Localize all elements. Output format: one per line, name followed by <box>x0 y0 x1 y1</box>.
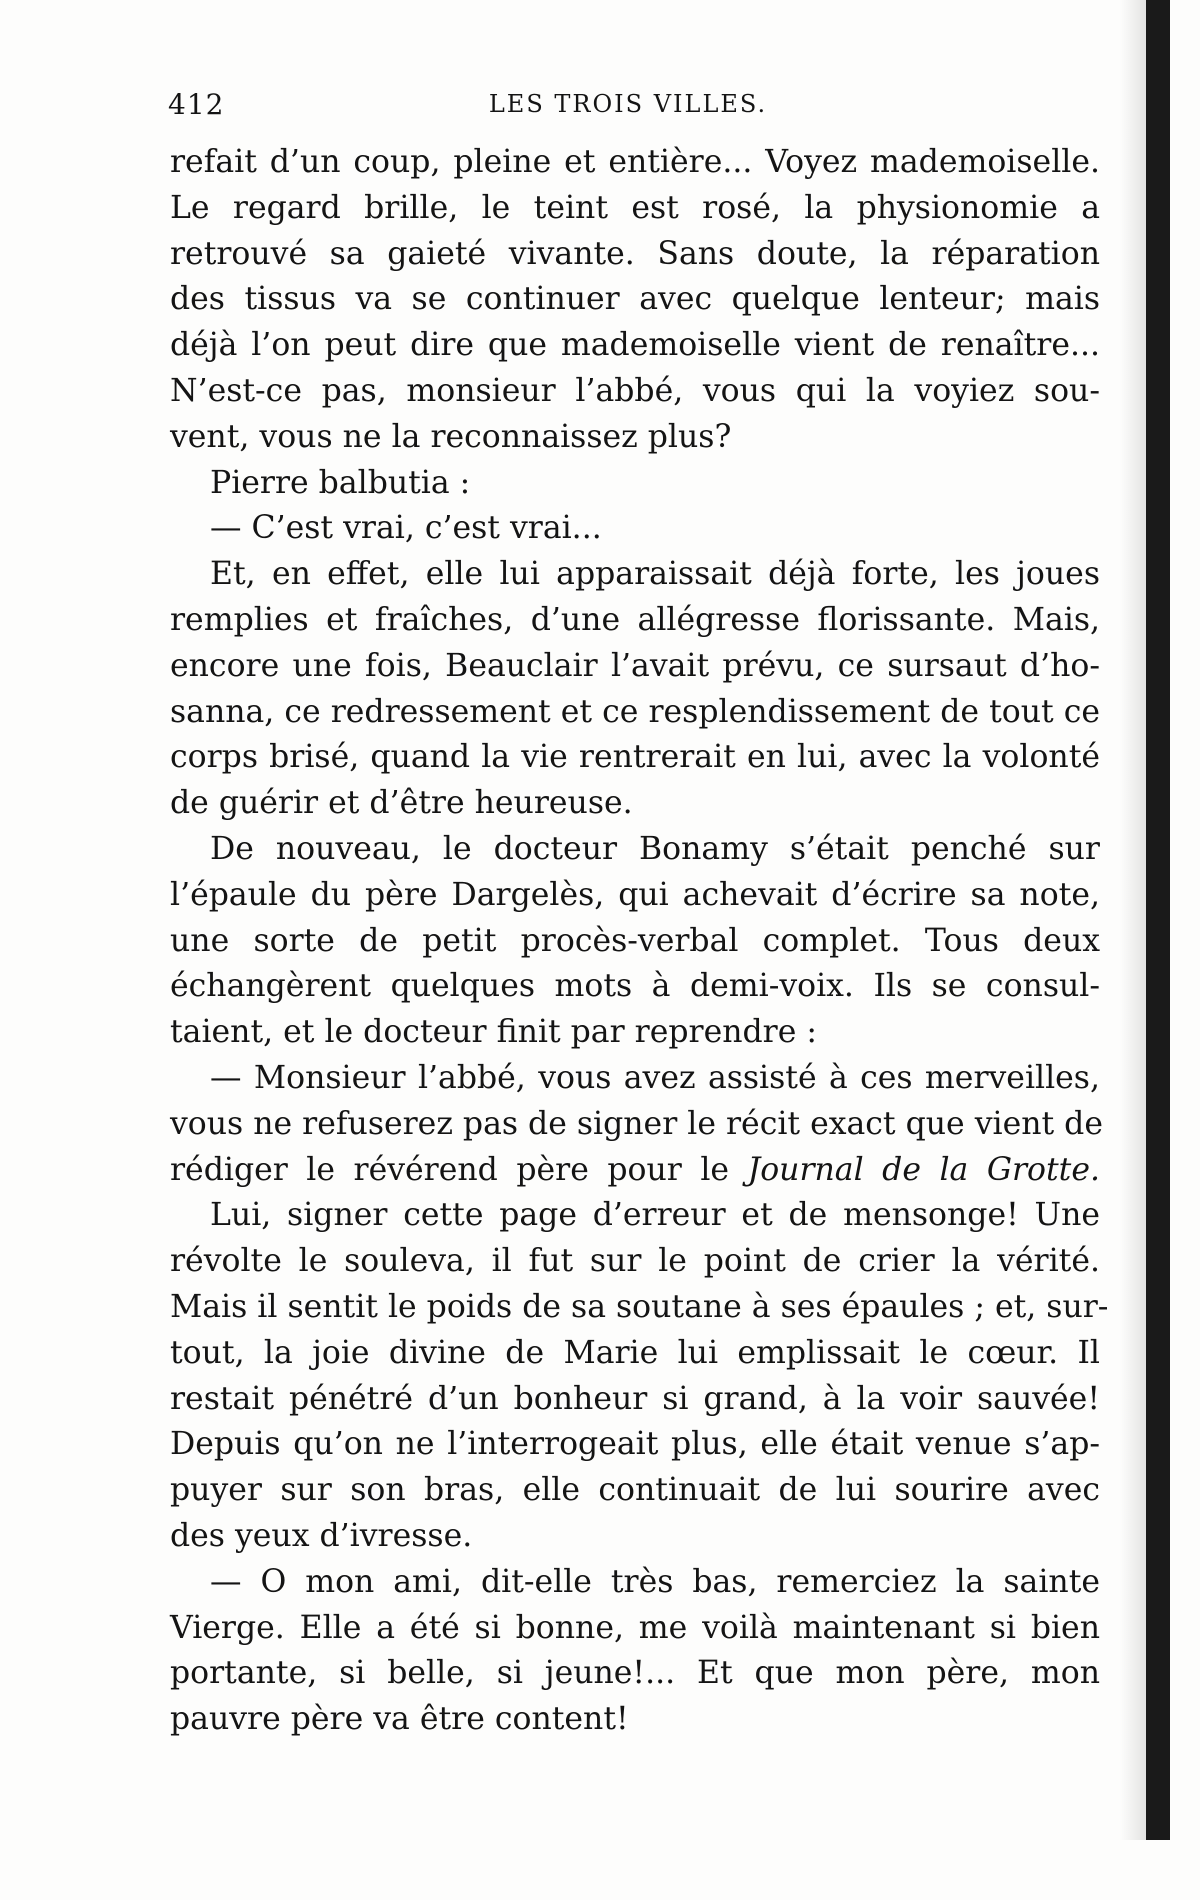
text-line-content: Le regard brille, le teint est rosé, la physionomie a <box>170 189 1100 226</box>
text-line-content: des tissus va se continuer avec quelque lenteur; mais <box>170 281 1100 318</box>
text-line <box>170 1422 1100 1468</box>
text-line-content: tout, la joie divine de Marie lui emplissait le cœur. Il <box>170 1334 1100 1371</box>
running-title: LES TROIS VILLES. <box>488 90 768 118</box>
text-line <box>170 461 1100 507</box>
body-text <box>170 140 1109 1743</box>
text-line-content: pauvre père va être content! <box>170 1701 629 1738</box>
text-line <box>170 1651 1100 1697</box>
text-line-content: une sorte de petit procès-verbal complet. Tous deux <box>170 922 1100 959</box>
text-line <box>170 598 1100 644</box>
text-line-content: remplies et fraîches, d’une allégresse florissante. Mais, <box>170 601 1100 638</box>
text-line <box>170 1468 1100 1514</box>
text-line <box>170 1239 1100 1285</box>
text-line <box>170 827 1100 873</box>
binding-shadow <box>1120 0 1146 1840</box>
text-line <box>170 552 1100 598</box>
text-line-content: taient, et le docteur finit par reprendre : <box>170 1014 817 1051</box>
text-line-content: — C’est vrai, c’est vrai... <box>210 510 602 547</box>
text-line-content: — Monsieur l’abbé, vous avez assisté à ces merveilles, <box>210 1059 1100 1096</box>
text-line-content: retrouvé sa gaieté vivante. Sans doute, la réparation <box>170 235 1100 272</box>
text-line <box>170 506 1100 552</box>
text-line <box>170 735 1100 781</box>
text-line-content: — O mon ami, dit-elle très bas, remerciez la sainte <box>210 1563 1100 1600</box>
text-line-content: Mais il sentit le poids de sa soutane à ses épaules ; et, sur- <box>170 1288 1109 1325</box>
text-line <box>170 919 1100 965</box>
page-header <box>168 88 1088 128</box>
text-line <box>170 1377 1100 1423</box>
text-line <box>170 1331 1100 1377</box>
text-line-content: Lui, signer cette page d’erreur et de mensonge! Une <box>210 1197 1100 1234</box>
page-number: 412 <box>168 88 225 121</box>
text-line-content: vous ne refuserez pas de signer le récit exact que vient de <box>170 1105 1103 1142</box>
text-line <box>170 277 1100 323</box>
text-line-content: sanna, ce redressement et ce resplendissement de tout ce <box>170 693 1100 730</box>
text-line-content: Vierge. Elle a été si bonne, me voilà maintenant si bien <box>170 1609 1100 1646</box>
text-line-content: encore une fois, Beauclair l’avait prévu, ce sursaut d’ho- <box>170 647 1100 684</box>
text-line <box>170 1514 1100 1560</box>
text-line-content: corps brisé, quand la vie rentrerait en lui, avec la volonté <box>170 739 1100 776</box>
text-line <box>170 1560 1100 1606</box>
text-line <box>170 369 1100 415</box>
text-line-content: l’épaule du père Dargelès, qui achevait d’écrire sa note, <box>170 876 1100 913</box>
text-line <box>170 232 1100 278</box>
text-line-content: vent, vous ne la reconnaissez plus? <box>170 418 732 455</box>
text-line <box>170 644 1100 690</box>
text-line <box>170 1010 1100 1056</box>
text-line <box>170 140 1100 186</box>
text-line-content: puyer sur son bras, elle continuait de lui sourire avec <box>170 1472 1100 1509</box>
text-line <box>170 964 1100 1010</box>
text-line-content: rédiger le révérend père pour le <box>170 1151 748 1188</box>
text-line <box>170 1606 1100 1652</box>
text-line <box>170 690 1100 736</box>
binding-edge <box>1146 0 1170 1840</box>
text-line-content: déjà l’on peut dire que mademoiselle vient de renaître... <box>170 327 1100 364</box>
text-line-content: restait pénétré d’un bonheur si grand, à la voir sauvée! <box>170 1380 1100 1417</box>
text-line <box>170 873 1100 919</box>
text-line-content: portante, si belle, si jeune!... Et que mon père, mon <box>170 1655 1100 1692</box>
text-line <box>170 1697 1100 1743</box>
text-line-content: Depuis qu’on ne l’interrogeait plus, elle était venue s’ap- <box>170 1426 1100 1463</box>
text-line-content: de guérir et d’être heureuse. <box>170 785 633 822</box>
text-line-content: De nouveau, le docteur Bonamy s’était penché sur <box>210 830 1100 867</box>
text-line <box>170 1193 1100 1239</box>
text-line <box>170 186 1100 232</box>
text-line-content: N’est-ce pas, monsieur l’abbé, vous qui la voyiez sou- <box>170 372 1100 409</box>
text-line-content: échangèrent quelques mots à demi-voix. Ils se consul- <box>170 968 1100 1005</box>
text-line <box>170 323 1100 369</box>
text-line-content: Et, en effet, elle lui apparaissait déjà forte, les joues <box>210 556 1100 593</box>
text-line-content: révolte le souleva, il fut sur le point de crier la vérité. <box>170 1243 1100 1280</box>
text-line-content: refait d’un coup, pleine et entière... Voyez mademoiselle. <box>170 144 1100 180</box>
text-line <box>170 781 1100 827</box>
text-line <box>170 1056 1100 1102</box>
text-line <box>170 1148 1100 1194</box>
text-line <box>170 415 1100 461</box>
text-line <box>170 1285 1109 1331</box>
italic-title: Journal de la Grotte. <box>747 1151 1100 1188</box>
text-line-content: Pierre balbutia : <box>210 464 471 501</box>
text-line <box>170 1102 1103 1148</box>
text-line-content: des yeux d’ivresse. <box>170 1517 473 1554</box>
